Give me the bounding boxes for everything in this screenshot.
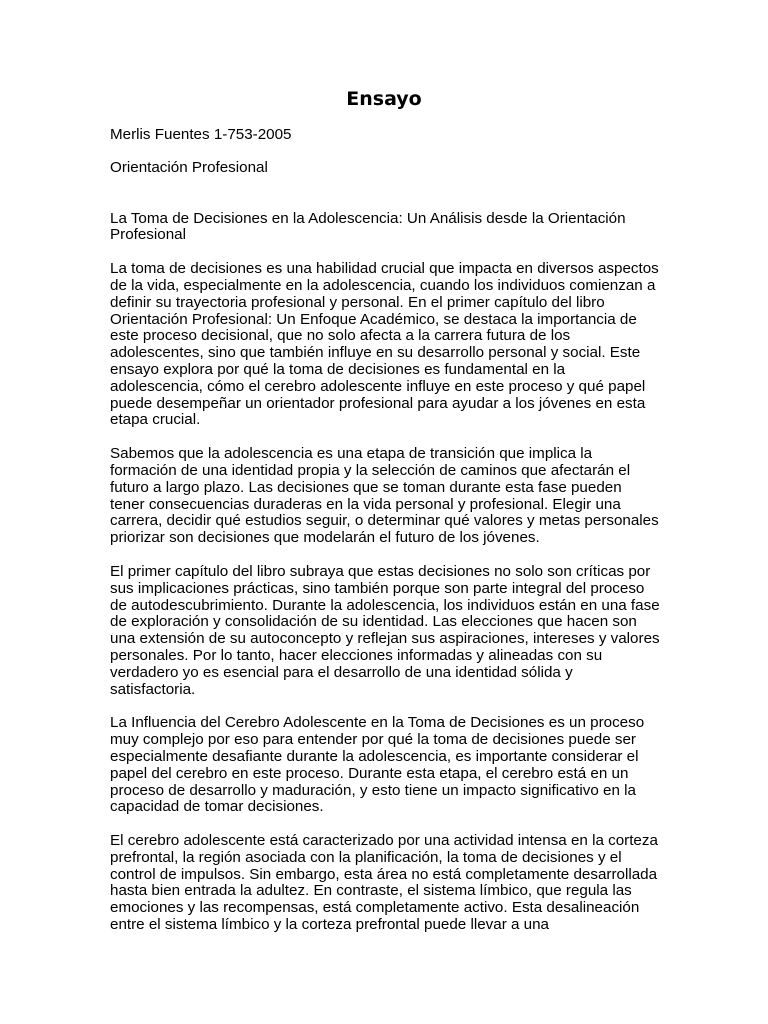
- paragraph: El cerebro adolescente está caracterizado por una actividad intensa en la corteza prefrontal, la región asociada con la planificación, la toma de decisiones y el control de impulsos. Sin embargo, esta área no está completamente desarrollada hasta bien entrada la adultez. En contraste, el sistema límbico, que regula las emociones y las recompensas, está completamente activo. Esta desalineación entre el sistema límbico y la corteza prefrontal puede llevar a una: [110, 832, 658, 934]
- paragraph: La Influencia del Cerebro Adolescente en la Toma de Decisiones es un proceso muy complejo por eso para entender por qué la toma de decisiones puede ser especialmente desafiante durante la adolescencia, es importante considerar el papel del cerebro en este proceso. Durante esta etapa, el cerebro está en un proceso de desarrollo y maduración, y esto tiene un impacto significativo en la capacidad de tomar decisiones.: [110, 714, 645, 816]
- author-line: Merlis Fuentes 1-753-2005: [110, 126, 292, 143]
- course-line: Orientación Profesional: [110, 158, 268, 176]
- document-body: [110, 127, 660, 951]
- document-title: Ensayo: [346, 88, 422, 110]
- paragraph: La toma de decisiones es una habilidad crucial que impacta en diversos aspectos de la vida, especialmente en la adolescencia, cuando los individuos comienzan a definir su trayectoria profesional y personal. En el primer capítulo del libro Orientación Profesional: Un Enfoque Académico, se destaca la importancia de este proceso decisional, que no solo afecta a la carrera futura de los adolescentes, sino que también influye en su desarrollo personal y social. Este ensayo explora por qué la toma de decisiones es fundamental en la adolescencia, cómo el cerebro adolescente influye en este proceso y qué papel puede desempeñar un orientador profesional para ayudar a los jóvenes en esta etapa crucial.: [110, 260, 659, 429]
- paragraph: Sabemos que la adolescencia es una etapa de transición que implica la formación de una identidad propia y la selección de caminos que afectarán el futuro a largo plazo. Las decisiones que se toman durante esta fase pueden tener consecuencias duraderas en la vida personal y profesional. Elegir una carrera, decidir qué estudios seguir, o determinar qué valores y metas personales priorizar son decisiones que modelarán el futuro de los jóvenes.: [110, 445, 659, 547]
- essay-heading: La Toma de Decisiones en la Adolescencia: Un Análisis desde la Orientación Profesional: [110, 209, 626, 244]
- paragraph: El primer capítulo del libro subraya que estas decisiones no solo son críticas por sus implicaciones prácticas, sino también porque son parte integral del proceso de autodescubrimiento. Durante la adolescencia, los individuos están en una fase de exploración y consolidación de su identidad. Las elecciones que hacen son una extensión de su autoconcepto y reflejan sus aspiraciones, intereses y valores personales. Por lo tanto, hacer elecciones informadas y alineadas con su verdadero yo es esencial para el desarrollo de una identidad sólida y satisfactoria.: [110, 562, 660, 698]
